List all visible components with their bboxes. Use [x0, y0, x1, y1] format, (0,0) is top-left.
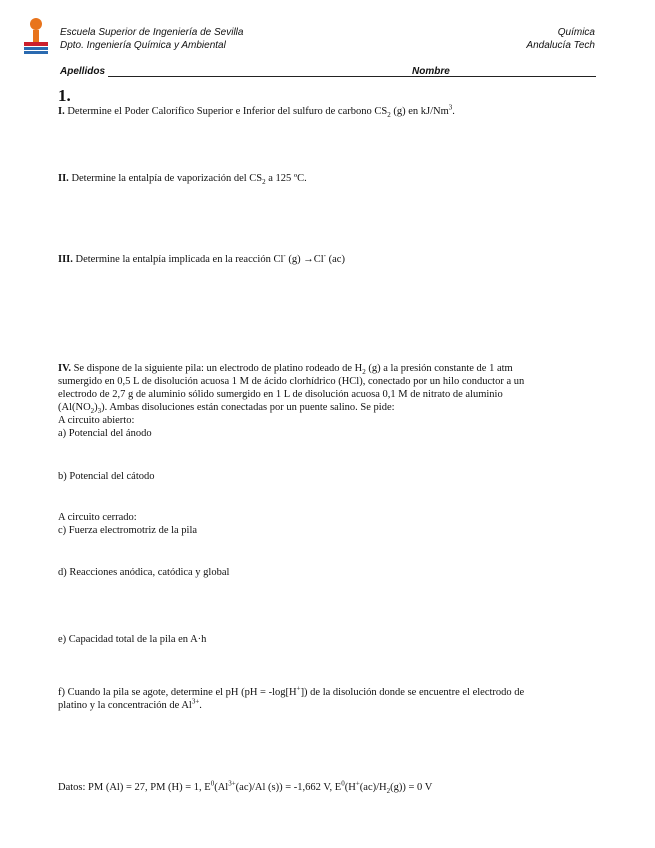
question-2-text: Determine la entalpía de vaporización del CS [71, 173, 263, 184]
open-circuit-heading: A circuito abierto: [58, 415, 135, 426]
item-f-text: . [199, 700, 202, 711]
question-4-text: (Al(NO [58, 402, 91, 413]
item-f [58, 686, 598, 712]
data-text: (Al [214, 782, 229, 793]
question-1-text: Determine el Poder Calorífico Superior e Inferior del sulfuro de carbono CS [67, 106, 388, 117]
item-f-line-2 [58, 699, 598, 712]
item-d: d) Reacciones anódica, catódica y global [58, 567, 230, 578]
question-3 [58, 253, 598, 266]
question-3-text-b: (g) →Cl [285, 254, 324, 265]
item-a: a) Potencial del ánodo [58, 428, 152, 439]
question-4-line-1 [58, 362, 598, 375]
superscript: 3 [448, 103, 453, 112]
superscript: 0 [210, 779, 215, 788]
question-1-text-c: . [452, 106, 455, 117]
header-right [526, 26, 595, 52]
superscript: 0 [341, 779, 345, 788]
data-text: (H [344, 782, 356, 793]
name-line[interactable] [453, 76, 596, 77]
superscript: + [355, 779, 360, 788]
question-3-label: III. [58, 254, 73, 265]
subject-name: Química [557, 27, 595, 38]
superscript: - [283, 251, 286, 260]
surnames-line[interactable] [108, 76, 460, 77]
question-1-text-b: (g) en kJ/Nm [390, 106, 449, 117]
question-4-text: ) [94, 402, 98, 413]
header-left [60, 26, 243, 52]
subscript: 2 [386, 787, 391, 796]
question-3-text-c: (ac) [326, 254, 345, 265]
name-label: Nombre [412, 66, 450, 77]
item-f-text: ]) de la disolución donde se encuentre el electrodo de [300, 687, 525, 698]
question-4-line-3: electrodo de 2,7 g de aluminio sólido sumergido en 1 L de disolución acuosa 0,1 M de nitrato de aluminio [58, 389, 503, 400]
subscript: 2 [90, 407, 95, 416]
question-1 [58, 105, 598, 118]
item-b: b) Potencial del cátodo [58, 471, 155, 482]
closed-circuit-heading: A circuito cerrado: [58, 512, 137, 523]
data-text: (ac)/H [359, 782, 387, 793]
superscript: - [323, 251, 326, 260]
superscript: 3+ [228, 779, 236, 788]
superscript: 3+ [191, 697, 200, 706]
school-name: Escuela Superior de Ingeniería de Sevilla [60, 27, 244, 38]
question-3-text: Determine la entalpía implicada en la reacción Cl [75, 254, 284, 265]
question-2-label: II. [58, 173, 69, 184]
subscript: 2 [262, 178, 266, 187]
question-2-text-b: a 125 ºC. [265, 173, 307, 184]
subscript: 2 [387, 111, 391, 120]
subscript: 2 [362, 368, 366, 377]
item-f-text: platino y la concentración de Al [58, 700, 192, 711]
question-4-label: IV. [58, 363, 71, 374]
problem-number: 1. [58, 86, 71, 105]
closed-circuit-block [58, 511, 598, 537]
question-1-label: I. [58, 106, 65, 117]
question-4-text: ). Ambas disoluciones están conectadas por un puente salino. Se pide: [101, 402, 395, 413]
school-logo [22, 16, 50, 56]
data-line [58, 781, 598, 794]
campus-name: Andalucía Tech [526, 40, 595, 51]
data-text: (g)) = 0 V [390, 782, 433, 793]
data-text: (ac)/Al (s)) = -1,662 V, E [235, 782, 342, 793]
question-4-text: Se dispone de la siguiente pila: un electrodo de platino rodeado de H [73, 363, 363, 374]
surnames-label: Apellidos [60, 66, 106, 77]
question-2 [58, 172, 598, 185]
question-4-line-4 [58, 401, 598, 414]
question-4-line-2: sumergido en 0,5 L de disolución acuosa 1 M de ácido clorhídrico (HCl), conectado por un hilo conductor a un [58, 376, 525, 387]
item-f-line-1 [58, 686, 598, 699]
superscript: + [296, 684, 301, 693]
item-f-text: f) Cuando la pila se agote, determine el pH (pH = -log[H [58, 687, 297, 698]
item-e: e) Capacidad total de la pila en A·h [58, 634, 207, 645]
question-4 [58, 362, 598, 440]
department-name: Dpto. Ingeniería Química y Ambiental [60, 40, 226, 51]
data-text: Datos: PM (Al) = 27, PM (H) = 1, E [58, 782, 211, 793]
subscript: 3 [97, 407, 102, 416]
item-c: c) Fuerza electromotriz de la pila [58, 525, 198, 536]
question-4-text-b: (g) a la presión constante de 1 atm [365, 363, 513, 374]
